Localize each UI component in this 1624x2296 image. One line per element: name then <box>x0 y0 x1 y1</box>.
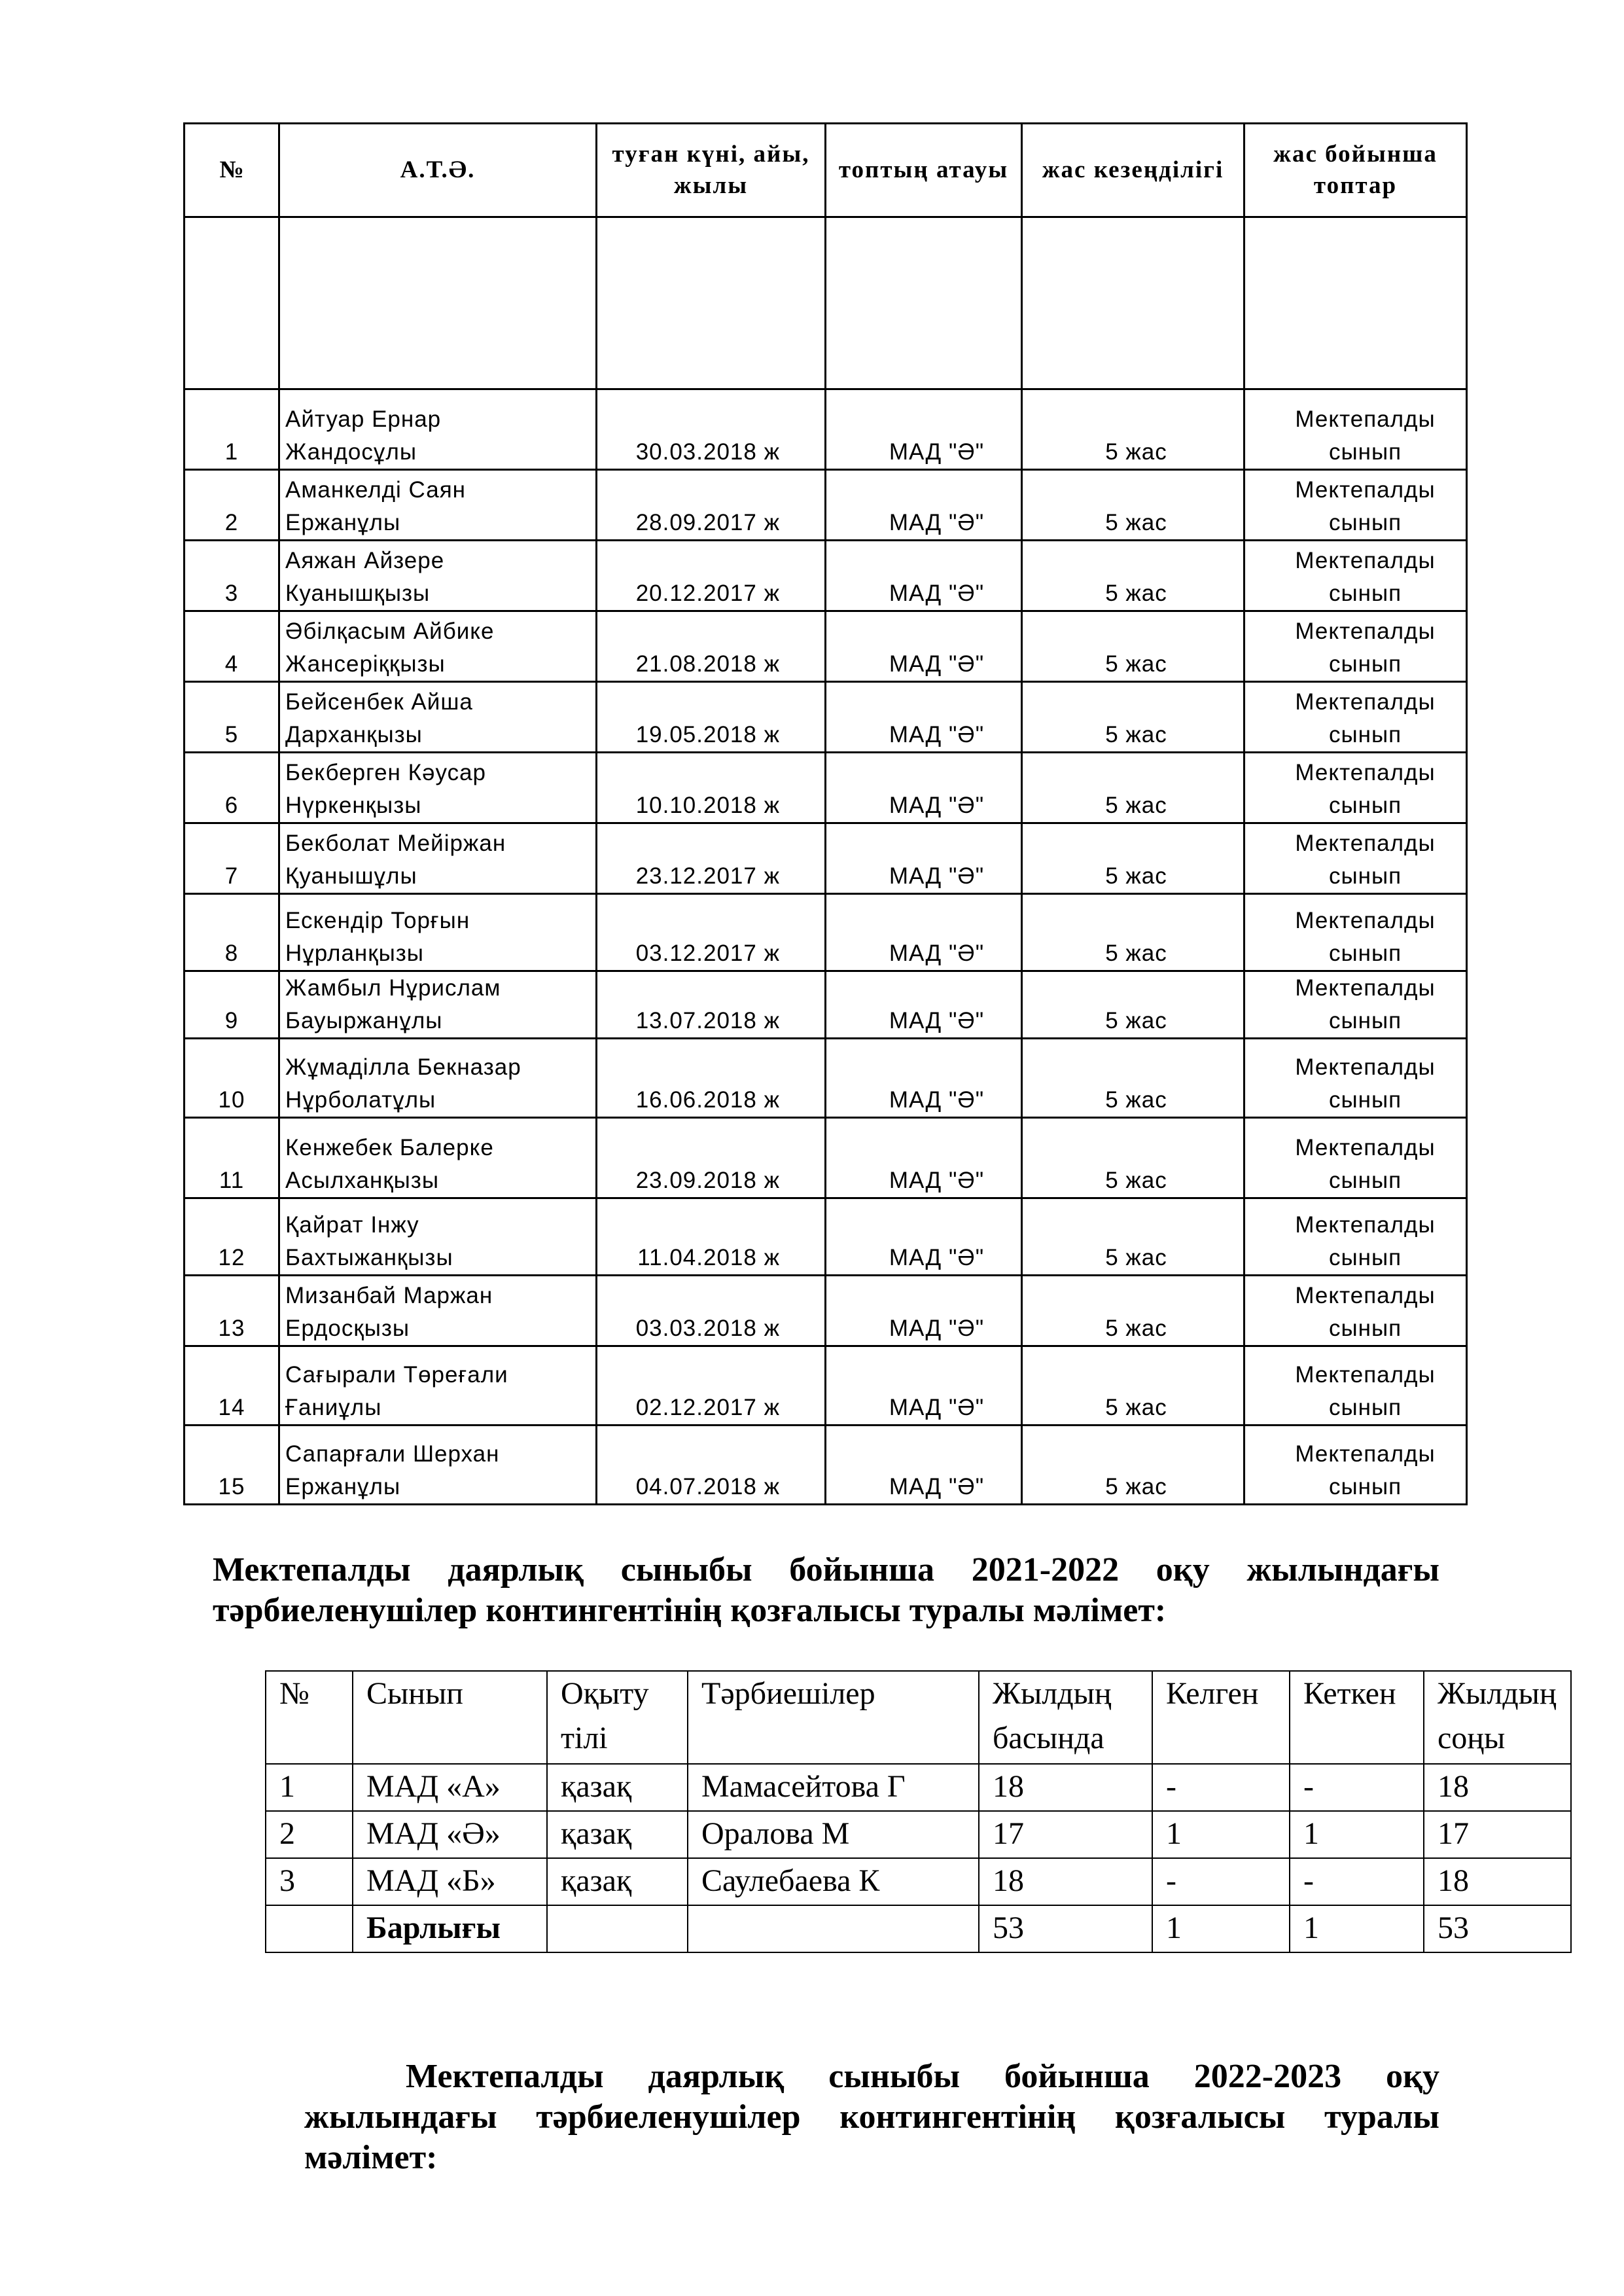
language: қазақ <box>547 1764 688 1811</box>
birth-date: 23.12.2017 ж <box>597 823 826 894</box>
patronymic: Куанышқызы <box>285 581 431 606</box>
year-end-count: 17 <box>1424 1811 1571 1858</box>
group-name: МАД "Ә" <box>826 1039 1022 1118</box>
header-full-name: А.Т.Ә. <box>279 124 597 217</box>
birth-date: 20.12.2017 ж <box>597 541 826 611</box>
patronymic: Ғаниұлы <box>285 1395 382 1420</box>
group-name: МАД "Ә" <box>826 971 1022 1039</box>
group-name: МАД "Ә" <box>826 894 1022 971</box>
row-number: 3 <box>266 1858 353 1905</box>
surname-firstname: Мизанбай Маржан <box>285 1283 493 1308</box>
patronymic: Нүркенқызы <box>285 793 422 818</box>
age-group: Мектепалды сынып <box>1244 971 1467 1039</box>
age-group: Мектепалды сынып <box>1244 470 1467 541</box>
row-number: 1 <box>266 1764 353 1811</box>
header-group-name: топтың атауы <box>826 124 1022 217</box>
row-number: 9 <box>185 971 279 1039</box>
age-group: Мектепалды сынып <box>1244 1118 1467 1198</box>
language: қазақ <box>547 1811 688 1858</box>
header-arrived: Келген <box>1152 1671 1290 1764</box>
age-group: Мектепалды сынып <box>1244 682 1467 753</box>
table-row <box>185 541 1467 611</box>
birth-date: 13.07.2018 ж <box>597 971 826 1039</box>
patronymic: Ержанұлы <box>285 510 401 535</box>
surname-firstname: Аяжан Айзере <box>285 548 445 573</box>
age-period: 5 жас <box>1022 894 1244 971</box>
child-full-name <box>279 1276 597 1346</box>
row-number: 5 <box>185 682 279 753</box>
class-name: МАД «А» <box>353 1764 547 1811</box>
heading-line: Мектепалды даярлық сыныбы бойынша 2021-2022 оқу жылындағы <box>213 1551 1439 1588</box>
row-number: 3 <box>185 541 279 611</box>
patronymic: Дарханқызы <box>285 722 423 747</box>
table-row <box>185 894 1467 971</box>
surname-firstname: Аманкелді Саян <box>285 477 466 503</box>
heading-line: Мектепалды даярлық сыныбы бойынша 2022-2023 оқу <box>406 2058 1439 2095</box>
row-number: 8 <box>185 894 279 971</box>
year-end-count: 18 <box>1424 1764 1571 1811</box>
year-start-count: 18 <box>979 1764 1152 1811</box>
age-period: 5 жас <box>1022 753 1244 823</box>
header-age-period: жас кезеңділігі <box>1022 124 1244 217</box>
teacher: Саулебаева К <box>688 1858 979 1905</box>
child-full-name <box>279 1118 597 1198</box>
age-group: Мектепалды сынып <box>1244 541 1467 611</box>
child-full-name <box>279 389 597 470</box>
patronymic: Қуанышұлы <box>285 863 417 889</box>
child-full-name <box>279 1346 597 1426</box>
age-period: 5 жас <box>1022 1118 1244 1198</box>
table-row <box>185 1198 1467 1276</box>
child-full-name <box>279 611 597 682</box>
age-group: Мектепалды сынып <box>1244 1039 1467 1118</box>
birth-date: 11.04.2018 ж <box>597 1198 826 1276</box>
child-full-name <box>279 823 597 894</box>
birth-date: 28.09.2017 ж <box>597 470 826 541</box>
birth-date: 23.09.2018 ж <box>597 1118 826 1198</box>
total-year-end: 53 <box>1424 1905 1571 1952</box>
child-full-name <box>279 753 597 823</box>
age-period: 5 жас <box>1022 1276 1244 1346</box>
group-name: МАД "Ә" <box>826 611 1022 682</box>
teacher: Мамасейтова Г <box>688 1764 979 1811</box>
row-number: 4 <box>185 611 279 682</box>
table-row <box>185 1118 1467 1198</box>
age-group: Мектепалды сынып <box>1244 753 1467 823</box>
child-full-name <box>279 682 597 753</box>
total-arrived: 1 <box>1152 1905 1290 1952</box>
left-count: - <box>1290 1858 1424 1905</box>
surname-firstname: Айтуар Ернар <box>285 406 442 432</box>
birth-date: 21.08.2018 ж <box>597 611 826 682</box>
age-period: 5 жас <box>1022 682 1244 753</box>
surname-firstname: Бекберген Кәусар <box>285 760 487 785</box>
table-row <box>185 1346 1467 1426</box>
row-number: 2 <box>266 1811 353 1858</box>
birth-date: 03.12.2017 ж <box>597 894 826 971</box>
surname-firstname: Бейсенбек Айша <box>285 689 473 715</box>
child-full-name <box>279 1426 597 1505</box>
age-group: Мектепалды сынып <box>1244 1198 1467 1276</box>
table-row <box>185 823 1467 894</box>
header-class: Сынып <box>353 1671 547 1764</box>
group-name: МАД "Ә" <box>826 470 1022 541</box>
table-row <box>185 753 1467 823</box>
patronymic: Жансеріққызы <box>285 651 446 677</box>
age-period: 5 жас <box>1022 470 1244 541</box>
surname-firstname: Әбілқасым Айбике <box>285 619 495 644</box>
table-row <box>185 389 1467 470</box>
group-name: МАД "Ә" <box>826 823 1022 894</box>
heading-line: жылындағы тәрбиеленушілер контингентінің қозғалысы туралы <box>304 2098 1439 2136</box>
header-age-group: жас бойынша топтар <box>1244 124 1467 217</box>
age-period: 5 жас <box>1022 1198 1244 1276</box>
age-period: 5 жас <box>1022 541 1244 611</box>
birth-date: 03.03.2018 ж <box>597 1276 826 1346</box>
age-period: 5 жас <box>1022 1346 1244 1426</box>
group-name: МАД "Ә" <box>826 753 1022 823</box>
age-period: 5 жас <box>1022 611 1244 682</box>
age-group: Мектепалды сынып <box>1244 611 1467 682</box>
class-name: МАД «Ә» <box>353 1811 547 1858</box>
child-full-name <box>279 1039 597 1118</box>
age-group: Мектепалды сынып <box>1244 1426 1467 1505</box>
arrived-count: - <box>1152 1764 1290 1811</box>
header-number: № <box>185 124 279 217</box>
age-period: 5 жас <box>1022 1426 1244 1505</box>
surname-firstname: Қайрат Інжу <box>285 1212 419 1238</box>
row-number: 1 <box>185 389 279 470</box>
patronymic: Бауыржанұлы <box>285 1008 443 1033</box>
patronymic: Асылханқызы <box>285 1168 439 1193</box>
table-row <box>266 1811 1571 1858</box>
group-name: МАД "Ә" <box>826 1426 1022 1505</box>
patronymic: Жандосұлы <box>285 439 417 465</box>
child-full-name <box>279 971 597 1039</box>
arrived-count: 1 <box>1152 1811 1290 1858</box>
header-left: Кеткен <box>1290 1671 1424 1764</box>
patronymic: Нұрболатұлы <box>285 1087 436 1113</box>
children-list-table <box>183 122 1468 1505</box>
group-name: МАД "Ә" <box>826 389 1022 470</box>
age-period: 5 жас <box>1022 1039 1244 1118</box>
table-row <box>185 470 1467 541</box>
language: қазақ <box>547 1858 688 1905</box>
age-period: 5 жас <box>1022 389 1244 470</box>
age-group: Мектепалды сынып <box>1244 1276 1467 1346</box>
header-year-start: Жылдың басында <box>979 1671 1152 1764</box>
group-name: МАД "Ә" <box>826 1118 1022 1198</box>
table-header-row <box>266 1671 1571 1764</box>
row-number: 14 <box>185 1346 279 1426</box>
section-heading-2021-2022 <box>213 1550 1439 1631</box>
group-name: МАД "Ә" <box>826 682 1022 753</box>
group-name: МАД "Ә" <box>826 1346 1022 1426</box>
row-number: 2 <box>185 470 279 541</box>
birth-date: 30.03.2018 ж <box>597 389 826 470</box>
age-group: Мектепалды сынып <box>1244 1346 1467 1426</box>
heading-line: мәлімет: <box>304 2139 438 2176</box>
birth-date: 04.07.2018 ж <box>597 1426 826 1505</box>
surname-firstname: Жұмаділла Бекназар <box>285 1054 521 1080</box>
year-end-count: 18 <box>1424 1858 1571 1905</box>
group-name: МАД "Ә" <box>826 541 1022 611</box>
age-period: 5 жас <box>1022 823 1244 894</box>
row-number: 10 <box>185 1039 279 1118</box>
year-start-count: 17 <box>979 1811 1152 1858</box>
row-number: 7 <box>185 823 279 894</box>
header-year-end: Жылдың соңы <box>1424 1671 1571 1764</box>
surname-firstname: Сағырали Төреғали <box>285 1362 508 1388</box>
table-row <box>185 1276 1467 1346</box>
group-name: МАД "Ә" <box>826 1198 1022 1276</box>
age-group: Мектепалды сынып <box>1244 389 1467 470</box>
patronymic: Ержанұлы <box>285 1474 401 1499</box>
patronymic: Бахтыжанқызы <box>285 1245 453 1270</box>
birth-date: 10.10.2018 ж <box>597 753 826 823</box>
table-row <box>266 1764 1571 1811</box>
header-birth-date: туған күні, айы, жылы <box>597 124 826 217</box>
surname-firstname: Жамбыл Нұрислам <box>285 975 501 1001</box>
birth-date: 02.12.2017 ж <box>597 1346 826 1426</box>
table-row <box>185 971 1467 1039</box>
table-row <box>185 1426 1467 1505</box>
patronymic: Нұрланқызы <box>285 941 424 966</box>
birth-date: 16.06.2018 ж <box>597 1039 826 1118</box>
total-year-start: 53 <box>979 1905 1152 1952</box>
surname-firstname: Сапарғали Шерхан <box>285 1441 500 1467</box>
patronymic: Ердосқызы <box>285 1316 410 1341</box>
heading-line: тәрбиеленушілер контингентінің қозғалысы туралы мәлімет: <box>213 1592 1167 1629</box>
left-count: 1 <box>1290 1811 1424 1858</box>
total-left: 1 <box>1290 1905 1424 1952</box>
surname-firstname: Бекболат Мейіржан <box>285 831 506 856</box>
group-name: МАД "Ә" <box>826 1276 1022 1346</box>
header-number: № <box>266 1671 353 1764</box>
age-group: Мектепалды сынып <box>1244 894 1467 971</box>
row-number: 11 <box>185 1118 279 1198</box>
empty-row <box>185 217 1467 389</box>
header-teachers: Тәрбиешілер <box>688 1671 979 1764</box>
row-number: 13 <box>185 1276 279 1346</box>
row-number: 12 <box>185 1198 279 1276</box>
table-row <box>185 1039 1467 1118</box>
table-row <box>185 611 1467 682</box>
total-label: Барлығы <box>353 1905 547 1952</box>
row-number: 15 <box>185 1426 279 1505</box>
class-name: МАД «Б» <box>353 1858 547 1905</box>
section-heading-2022-2023 <box>304 2056 1439 2178</box>
child-full-name <box>279 470 597 541</box>
age-period: 5 жас <box>1022 971 1244 1039</box>
left-count: - <box>1290 1764 1424 1811</box>
row-number: 6 <box>185 753 279 823</box>
table-row <box>185 682 1467 753</box>
header-language: Оқыту тілі <box>547 1671 688 1764</box>
arrived-count: - <box>1152 1858 1290 1905</box>
total-row <box>266 1905 1571 1952</box>
birth-date: 19.05.2018 ж <box>597 682 826 753</box>
child-full-name <box>279 894 597 971</box>
teacher: Оралова М <box>688 1811 979 1858</box>
child-full-name <box>279 541 597 611</box>
surname-firstname: Ескендір Торғын <box>285 908 470 933</box>
contingent-movement-table <box>265 1670 1572 1953</box>
table-row <box>266 1858 1571 1905</box>
child-full-name <box>279 1198 597 1276</box>
table-header-row <box>185 124 1467 217</box>
surname-firstname: Кенжебек Балерке <box>285 1135 494 1160</box>
age-group: Мектепалды сынып <box>1244 823 1467 894</box>
year-start-count: 18 <box>979 1858 1152 1905</box>
